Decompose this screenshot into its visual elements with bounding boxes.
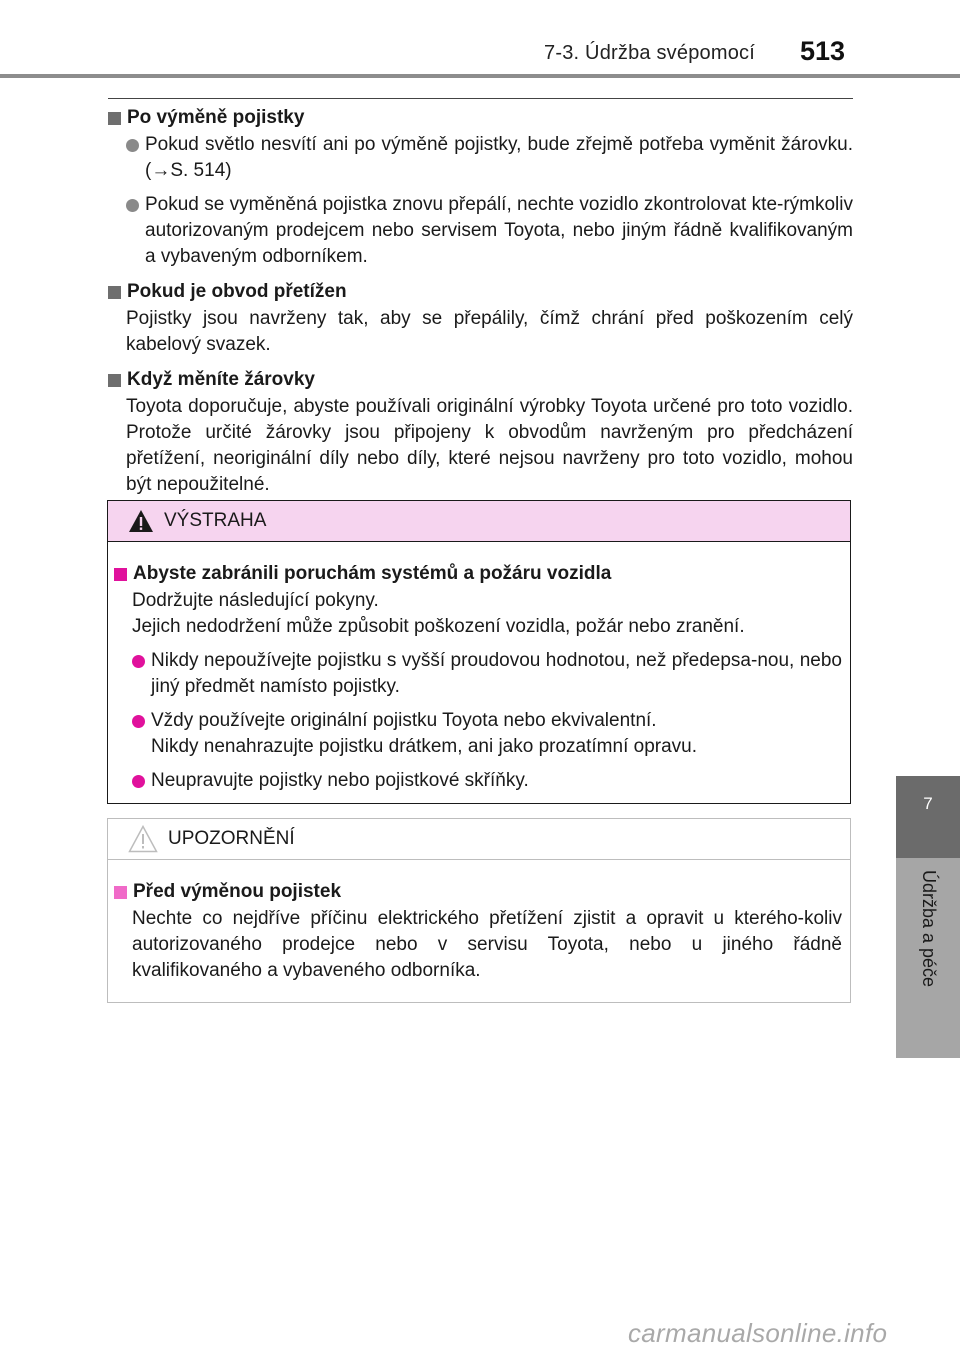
chapter-label: Údržba a péče	[919, 870, 939, 988]
caution-heading-text: Před výměnou pojistek	[133, 881, 342, 902]
warning-bullet-line: Nikdy nenahrazujte pojistku drátkem, ani jako prozatímní opravu.	[151, 736, 697, 757]
warning-bullet	[114, 708, 842, 760]
bullet-item	[108, 132, 853, 184]
warning-bullet-text: Nikdy nepoužívejte pojistku s vyšší proudovou hodnotou, než předepsa-nou, nebo jiný předmět namísto pojistky.	[151, 650, 842, 697]
section-heading-text: Pokud je obvod přetížen	[127, 281, 347, 302]
square-bullet-icon	[114, 568, 127, 581]
section-heading	[108, 278, 853, 306]
warning-heading-text: Abyste zabránili poruchám systémů a požáru vozidla	[133, 563, 612, 584]
header-section-title: 7-3. Údržba svépomocí	[544, 42, 755, 64]
chapter-number: 7	[923, 794, 933, 813]
circle-bullet-icon	[126, 139, 139, 152]
warning-triangle-icon	[128, 509, 154, 533]
warning-bullet-text: Neupravujte pojistky nebo pojistkové skříňky.	[151, 770, 529, 791]
warning-bullet	[114, 768, 842, 794]
circle-bullet-icon	[126, 199, 139, 212]
section-text: Pojistky jsou navrženy tak, aby se přepálily, čímž chrání před poškozením celý kabelový svazek.	[126, 308, 853, 355]
warning-heading	[114, 560, 842, 588]
section-heading	[108, 366, 853, 394]
content-top-rule	[108, 98, 853, 99]
circle-bullet-icon	[132, 775, 145, 788]
circle-bullet-icon	[132, 655, 145, 668]
section-heading-text: Když měníte žárovky	[127, 369, 315, 390]
caution-box-title: UPOZORNĚNÍ	[168, 828, 295, 849]
header-rule	[0, 74, 960, 78]
warning-box-title: VÝSTRAHA	[164, 510, 267, 531]
chapter-number-tab	[896, 776, 960, 858]
caution-heading	[114, 878, 842, 906]
section-text: Toyota doporučuje, abyste používali originální výrobky Toyota určené pro toto vozidlo. Protože určité žárovky jsou připojeny k obvodům navrženým pro předcházení přetížení, neoriginální díly nebo díly, které nejsou navrženy pro toto vozidlo, mohou být nepoužitelné.	[126, 396, 853, 495]
caution-box-body	[108, 860, 850, 984]
square-bullet-icon	[108, 286, 121, 299]
bullet-item	[108, 192, 853, 270]
square-bullet-icon	[108, 374, 121, 387]
warning-box-body	[108, 542, 850, 794]
warning-text-line: Jejich nedodržení může způsobit poškození vozidla, požár nebo zranění.	[132, 616, 745, 637]
warning-text-line: Dodržujte následující pokyny.	[132, 590, 379, 611]
warning-bullet-line: Vždy používejte originální pojistku Toyota nebo ekvivalentní.	[151, 710, 657, 731]
section-heading	[108, 104, 853, 132]
section-heading-text: Po výměně pojistky	[127, 107, 305, 128]
bullet-text: Pokud se vyměněná pojistka znovu přepálí, nechte vozidlo zkontrolovat kte-rýmkoliv autorizovaným prodejcem nebo servisem Toyota, nebo jiným řádně kvalifikovaným a vybaveným odborníkem.	[145, 194, 853, 267]
warning-bullet	[114, 648, 842, 700]
section-after-fuse-replacement	[108, 104, 853, 270]
warning-box-header	[108, 501, 850, 542]
section-replacing-bulbs	[108, 366, 853, 498]
caution-text: Nechte co nejdříve příčinu elektrického přetížení zjistit a opravit u kterého-koliv autorizovaného prodejce nebo v servisu Toyota, nebo u jiného řádně kvalifikovaného a vybaveného odborníka.	[132, 908, 842, 981]
square-bullet-icon	[114, 886, 127, 899]
caution-triangle-icon	[128, 825, 158, 853]
warning-box	[107, 500, 851, 804]
warning-bullet-text	[151, 708, 842, 760]
bullet-text: Pokud světlo nesvítí ani po výměně pojistky, bude zřejmě potřeba vyměnit žárovku. (→S. 514)	[145, 134, 853, 181]
main-content	[108, 104, 853, 506]
square-bullet-icon	[108, 112, 121, 125]
caution-box-header	[108, 819, 850, 860]
caution-box	[107, 818, 851, 1003]
section-circuit-overload	[108, 278, 853, 358]
page-number: 513	[800, 36, 846, 66]
chapter-label-tab	[896, 858, 960, 1058]
circle-bullet-icon	[132, 715, 145, 728]
watermark: carmanualsonline.info	[628, 1318, 888, 1348]
